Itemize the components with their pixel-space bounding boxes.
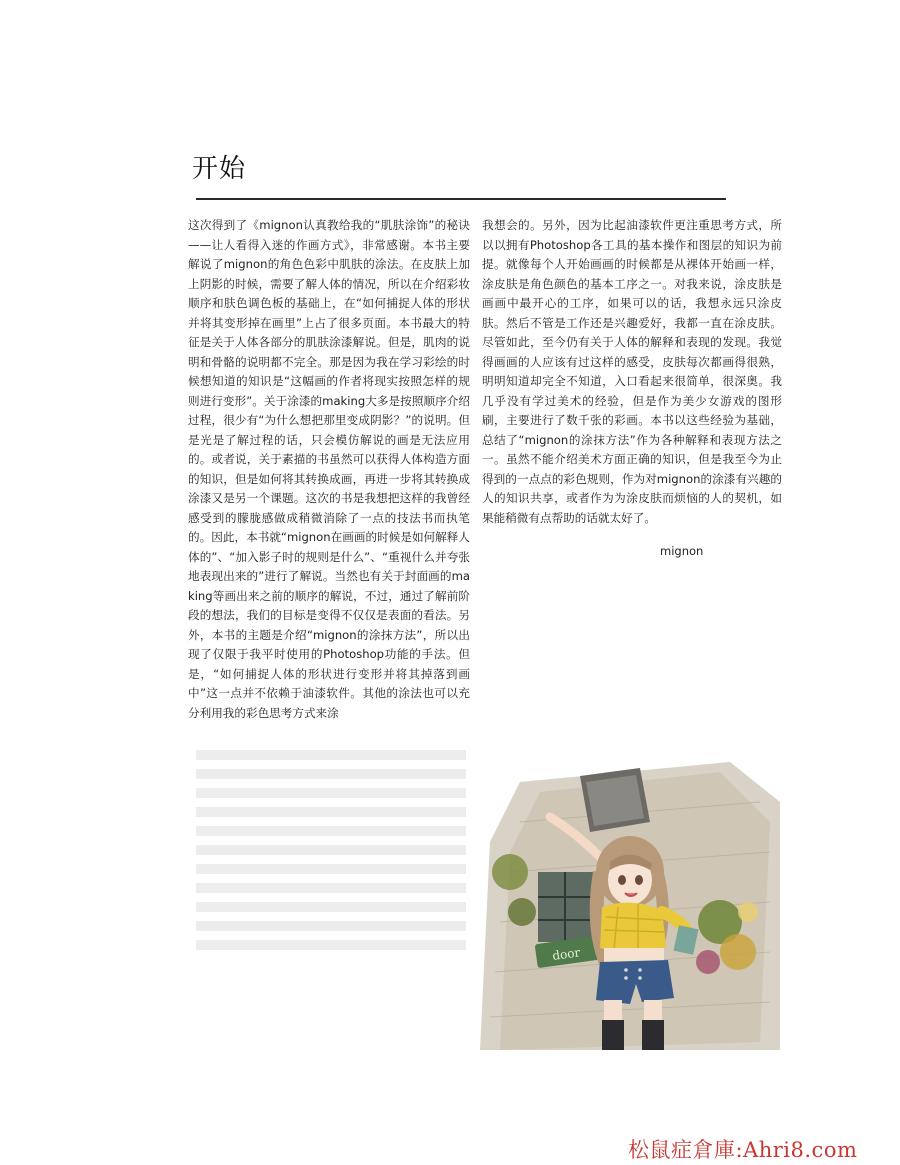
title-underline (196, 198, 726, 200)
page-title: 开始 (192, 154, 247, 184)
show-through-text-shadow (196, 750, 466, 950)
illustration-sign: door (551, 945, 582, 963)
body-text-left-column: 这次得到了《mignon认真教给我的“肌肤涂饰”的秘诀——让人看得入迷的作画方式》，非常感谢。本书主要解说了mignon的角色色彩中肌肤的涂法。在皮肤上加上阴影的时候，需要了解人体的情况，所以在介绍彩妆顺序和肤色调色板的基础上，在“如何捕捉人体的形状并将其变形掉在画里”上占了很多页面。本书最大的特征是关于人体各部分的肌肤涂漆解说。但是，肌肉的说明和骨骼的说明都不完全。那是因为我在学习彩绘的时候想知道的知识是“这幅画的作者将现实按照怎样的规则进行变形”。关于涂漆的making大多是按照顺序介绍过程，很少有“为什么想把那里变成阴影？”的说明。但是光是了解过程的话，只会模仿解说的画是无法应用的。或者说，关于素描的书虽然可以获得人体构造方面的知识，但是如何将其转换成画，再进一步将其转换成涂漆又是另一个课题。这次的书是我想把这样的我曾经感受到的朦胧感做成稍微消除了一点的技法书而执笔的。因此，本书就“mignon在画画的时候是如何解释人体的”、“加入影子时的规则是什么”、“重视什么并夸张地表现出来的”进行了解说。当然也有关于封面画的making等画出来之前的顺序的解说，不过，通过了解前阶段的想法，我们的目标是变得不仅仅是表面的看法。另外，本书的主题是介绍“mignon的涂抹方法”，所以出现了仅限于我平时使用的Photoshop功能的手法。但是，“如何捕捉人体的形状进行变形并将其掉落到画中”这一点并不依赖于油漆软件。其他的涂法也可以充分利用我的彩色思考方式来涂 (188, 218, 470, 720)
site-watermark: 松鼠症倉庫:Ahri8.com (628, 1138, 858, 1162)
author-signature: mignon (660, 544, 704, 558)
body-text-right-column: 我想会的。另外，因为比起油漆软件更注重思考方式，所以以拥有Photoshop各工具的基本操作和图层的知识为前提。就像每个人开始画画的时候都是从裸体开始画一样，涂皮肤是角色颜色的基本工序之一。对我来说，涂皮肤是画画中最开心的工序，如果可以的话，我想永远只涂皮肤。然后不管是工作还是兴趣爱好，我都一直在涂皮肤。尽管如此，至今仍有关于人体的解释和表现的发现。我觉得画画的人应该有过这样的感受，皮肤每次都画得很熟，明明知道却完全不知道，入口看起来很简单，很深奥。我几乎没有学过美术的经验，但是作为美少女游戏的图形刷，主要进行了数千张的彩画。本书以这些经验为基础，总结了“mignon的涂抹方法”作为各种解释和表现方法之一。虽然不能介绍美术方面正确的知识，但是我至今为止得到的一点点的彩色规则，作为对mignon的涂漆有兴趣的人的知识共享，或者作为为涂皮肤而烦恼的人的契机，如果能稍微有点帮助的话就太好了。 (482, 218, 782, 525)
illustration-girl-lying-on-wall (480, 762, 780, 1050)
